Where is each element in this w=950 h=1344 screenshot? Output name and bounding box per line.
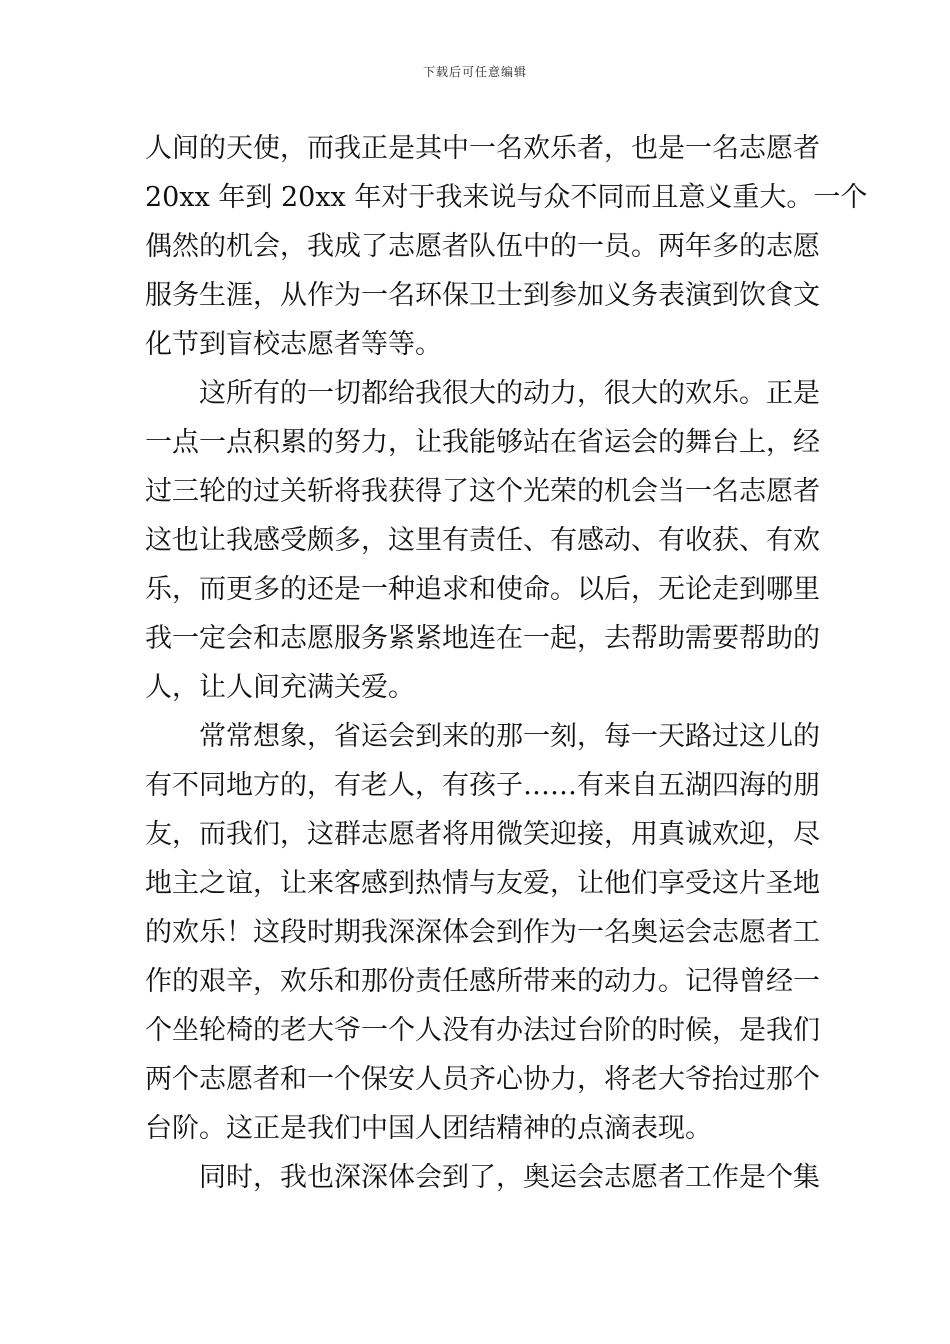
text-line: 这所有的一切都给我很大的动力，很大的欢乐。正是 (199, 378, 820, 409)
text-line: 常常想象，省运会到来的那一刻，每一天路过这儿的 (199, 721, 820, 752)
document-body (145, 124, 868, 1202)
text-line: 同时，我也深深体会到了，奥运会志愿者工作是个集 (199, 1162, 820, 1193)
text-line: 一点一点积累的努力，让我能够站在省运会的舞台上，经 (145, 427, 820, 458)
text-line: 友，而我们，这群志愿者将用微笑迎接，用真诚欢迎，尽 (145, 819, 820, 850)
text-line: 人间的天使，而我正是其中一名欢乐者，也是一名志愿者 (145, 133, 820, 164)
text-line: 我一定会和志愿服务紧紧地连在一起，去帮助需要帮助的 (145, 623, 820, 654)
text-line: 的欢乐！这段时期我深深体会到作为一名奥运会志愿者工 (145, 917, 820, 948)
text-line: 人，让人间充满关爱。 (145, 672, 415, 703)
text-line: 20xx 年到 20xx 年对于我来说与众不同而且意义重大。一个 (145, 182, 868, 213)
text-line: 这也让我感受颇多，这里有责任、有感动、有收获、有欢 (145, 525, 820, 556)
text-line: 化节到盲校志愿者等等。 (145, 329, 442, 360)
text-line: 作的艰辛，欢乐和那份责任感所带来的动力。记得曾经一 (145, 966, 820, 997)
text-line: 地主之谊，让来客感到热情与友爱，让他们享受这片圣地 (145, 868, 820, 899)
text-line: 服务生涯，从作为一名环保卫士到参加义务表演到饮食文 (145, 280, 820, 311)
text-line: 过三轮的过关斩将我获得了这个光荣的机会当一名志愿者 (145, 476, 820, 507)
text-line: 两个志愿者和一个保安人员齐心协力，将老大爷抬过那个 (145, 1064, 820, 1095)
text-line: 偶然的机会，我成了志愿者队伍中的一员。两年多的志愿 (145, 231, 820, 262)
text-line: 乐，而更多的还是一种追求和使命。以后，无论走到哪里 (145, 574, 820, 605)
text-line: 有不同地方的，有老人，有孩子……有来自五湖四海的朋 (145, 770, 820, 801)
page-header: 下载后可任意编辑 (422, 65, 527, 79)
text-line: 台阶。这正是我们中国人团结精神的点滴表现。 (145, 1113, 712, 1144)
text-line: 个坐轮椅的老大爷一个人没有办法过台阶的时候，是我们 (145, 1015, 820, 1046)
